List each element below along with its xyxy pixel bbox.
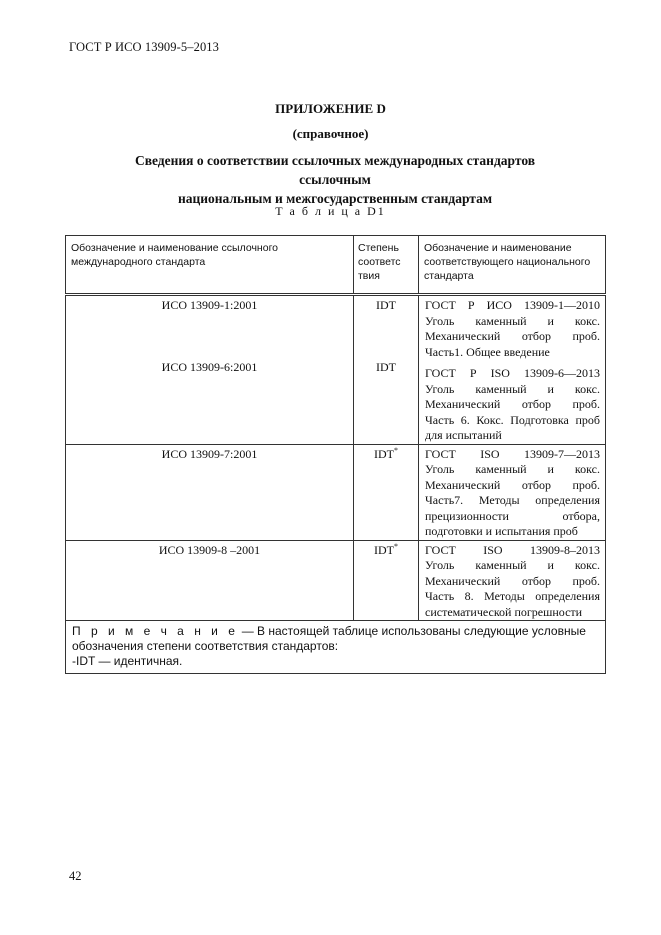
appendix-title: ПРИЛОЖЕНИЕ D — [275, 101, 386, 116]
national-line: Часть1. Общее введение — [425, 344, 550, 359]
international-standard: ИСО 13909-1:2001 — [161, 298, 258, 312]
national-line: Уголь каменный и кокс. — [425, 558, 600, 572]
degree-cell — [354, 295, 419, 445]
table-note — [66, 621, 606, 674]
national-standard-cell — [419, 295, 606, 445]
page-number: 42 — [69, 869, 82, 883]
correspondence-table — [65, 235, 606, 674]
header-degree: Степень соответс твия — [354, 236, 419, 295]
table-row — [66, 444, 606, 540]
degree-value: IDT — [374, 446, 394, 461]
international-standard: ИСО 13909-6:2001 — [161, 360, 258, 374]
national-line: Часть 6. Кокс. Подготовка проб — [425, 412, 600, 427]
national-line: Уголь каменный и кокс. — [425, 381, 600, 396]
national-line: Часть 8. Методы определения — [425, 589, 600, 603]
table-row — [66, 540, 606, 621]
international-standard-cell — [66, 540, 354, 621]
national-line: ГОСТ Р ИСО 13909-1—2010 — [425, 298, 600, 312]
national-line: ГОСТ Р ISO 13909-6—2013 — [425, 366, 600, 380]
caption-line: Сведения о соответствии ссылочных международных стандартов — [134, 153, 536, 168]
international-standard-cell — [66, 444, 354, 540]
note-text: — В настоящей таблице использованы следующие условные обозначения степени соответствия стандартов: — [72, 624, 586, 653]
caption-line: ссылочным — [299, 172, 371, 187]
appendix-caption — [96, 151, 574, 208]
table-header-row — [66, 236, 606, 295]
national-line: Уголь каменный и кокс. — [425, 462, 600, 476]
table-row — [66, 295, 606, 445]
header-international-standard: Обозначение и наименование ссылочного международного стандарта — [66, 236, 354, 295]
degree-cell — [354, 444, 419, 540]
international-standard: ИСО 13909-7:2001 — [161, 446, 258, 461]
national-line: ГОСТ ISO 13909-8–2013 — [425, 542, 600, 557]
national-standard-block — [425, 366, 600, 444]
caption-line: национальным и межгосударственным стандартам — [177, 191, 493, 206]
table-label: Т а б л и ц а D1 — [275, 204, 386, 218]
degree-value: IDT — [376, 360, 396, 374]
national-line: Уголь каменный и кокс. — [425, 313, 600, 328]
national-line: прецизионности отбора, — [425, 508, 600, 523]
table-note-row — [66, 621, 606, 674]
note-label: П р и м е ч а н и е — [72, 624, 239, 638]
footnote-mark: * — [394, 445, 398, 455]
degree-value: IDT — [374, 542, 394, 557]
footnote-mark: * — [394, 541, 398, 551]
national-line: Механический отбор проб. — [425, 329, 600, 343]
national-line: систематической погрешности — [425, 604, 583, 619]
national-line: Механический отбор проб. — [425, 397, 600, 411]
national-line: Механический отбор проб. — [425, 477, 600, 492]
document-code-header: ГОСТ Р ИСО 13909-5–2013 — [69, 40, 219, 54]
national-line: ГОСТ ISO 13909-7—2013 — [425, 446, 600, 461]
national-line: Механический отбор проб. — [425, 573, 600, 588]
international-standard: ИСО 13909-8 –2001 — [158, 542, 261, 557]
national-line: подготовки и испытания проб — [425, 524, 578, 538]
international-standard-cell — [66, 295, 354, 445]
degree-cell — [354, 540, 419, 621]
national-standard-cell — [419, 540, 606, 621]
national-standard-cell — [419, 444, 606, 540]
national-line: Часть7. Методы определения — [425, 493, 600, 507]
national-standard-block — [425, 298, 600, 360]
note-legend: -IDT — идентичная. — [72, 654, 183, 668]
national-line: для испытаний — [425, 428, 502, 442]
degree-value: IDT — [376, 298, 396, 312]
header-national-standard: Обозначение и наименование соответствующего национального стандарта — [419, 236, 606, 295]
appendix-subtitle: (справочное) — [292, 126, 369, 141]
